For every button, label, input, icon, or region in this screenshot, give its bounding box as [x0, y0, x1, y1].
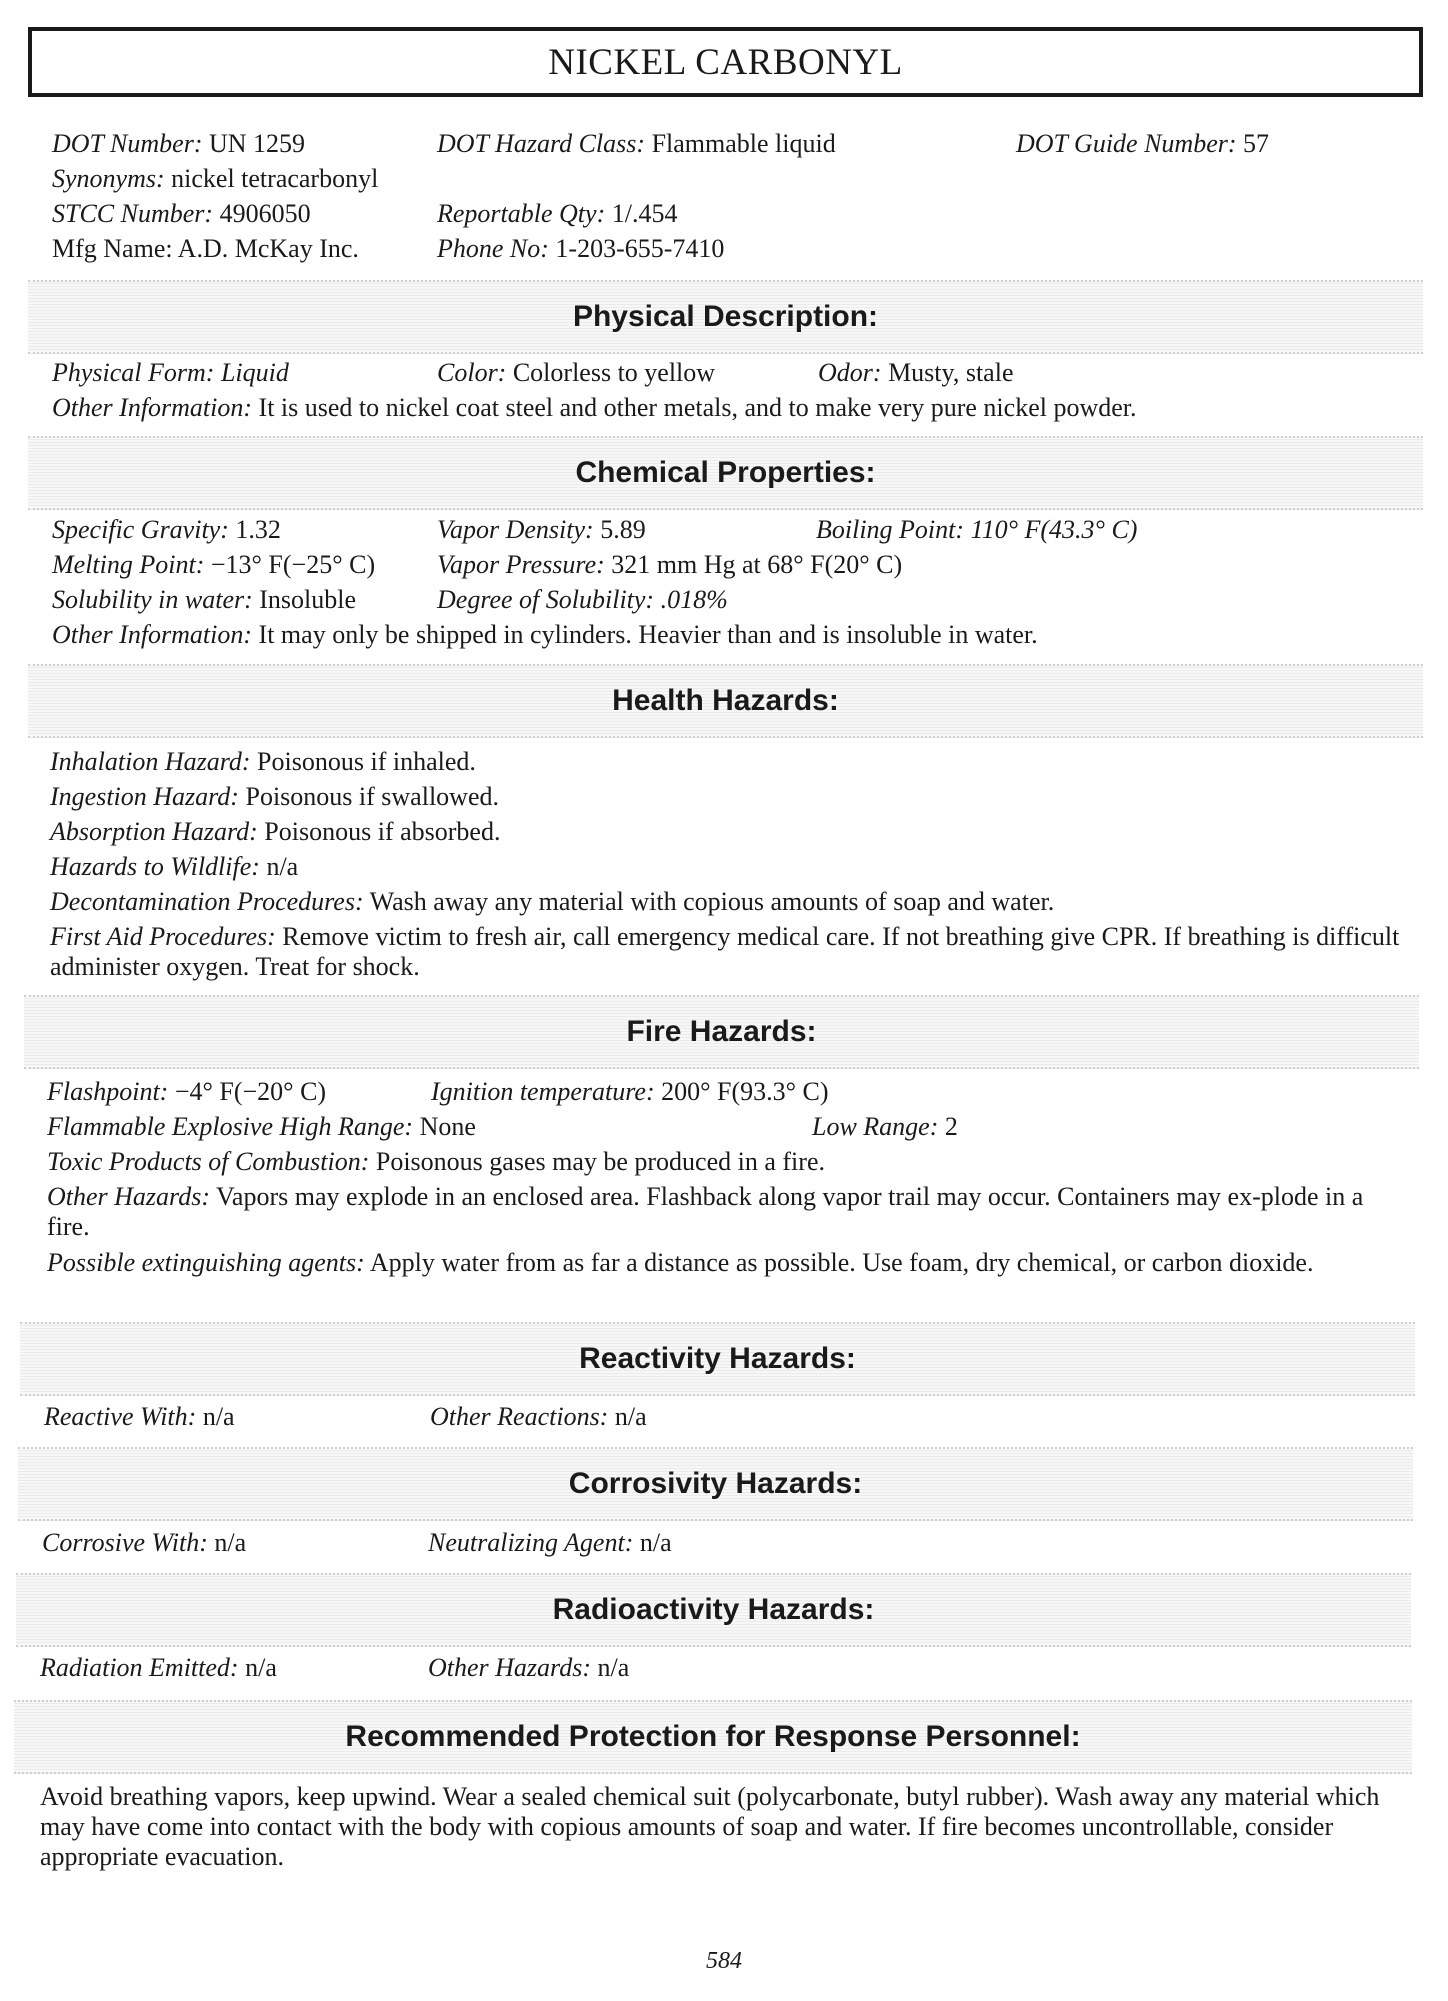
decontamination-label: Decontamination Procedures:	[50, 887, 364, 916]
odor	[818, 357, 1013, 389]
boiling-point	[816, 514, 1137, 546]
title-box	[28, 27, 1423, 97]
melting-point-label: Melting Point:	[52, 550, 205, 579]
flashpoint	[47, 1076, 326, 1108]
solubility-value: Insoluble	[259, 585, 357, 614]
wildlife-label: Hazards to Wildlife:	[50, 852, 260, 881]
section-heading-protection: Recommended Protection for Response Personnel:	[345, 1720, 1081, 1753]
melting-point-value: −13° F(−25° C)	[210, 550, 376, 579]
reactive-with	[44, 1401, 235, 1433]
synonyms-label: Synonyms:	[52, 164, 165, 193]
radioactivity-other-hazards	[428, 1652, 629, 1684]
flammable-high-range	[47, 1111, 476, 1143]
section-heading-fire: Fire Hazards:	[626, 1015, 817, 1048]
section-heading-health: Health Hazards:	[612, 684, 839, 717]
boiling-point-label: Boiling Point:	[816, 515, 965, 544]
section-heading-physical: Physical Description:	[572, 300, 879, 333]
vapor-density-value: 5.89	[600, 515, 646, 544]
mfg-label: Mfg Name:	[52, 234, 173, 263]
vapor-pressure-label: Vapor Pressure:	[437, 550, 605, 579]
corrosive-with-value: n/a	[214, 1528, 247, 1557]
fire-other-hazards	[47, 1182, 1412, 1242]
dot-number	[52, 128, 305, 160]
dot-number-value: UN 1259	[208, 129, 306, 158]
page-number: 584	[706, 1948, 742, 1974]
degree-of-solubility-label: Degree of Solubility:	[437, 585, 655, 614]
stcc-value: 4906050	[219, 199, 311, 228]
mfg-name	[52, 233, 359, 265]
first-aid-label: First Aid Procedures:	[50, 922, 276, 951]
section-band-reactivity	[20, 1322, 1415, 1396]
physical-other-label: Other Information:	[52, 393, 253, 422]
vapor-density-label: Vapor Density:	[437, 515, 594, 544]
radioactivity-other-label: Other Hazards:	[428, 1653, 591, 1682]
corrosive-with	[42, 1527, 246, 1559]
color	[437, 357, 715, 389]
odor-value: Musty, stale	[888, 358, 1014, 387]
toxic-value: Poisonous gases may be produced in a fire.	[375, 1147, 825, 1176]
dot-hazard-class	[437, 128, 836, 160]
absorption-label: Absorption Hazard:	[50, 817, 258, 846]
synonyms-value: nickel tetracarbonyl	[171, 164, 379, 193]
flashpoint-label: Flashpoint:	[47, 1077, 169, 1106]
physical-form-label: Physical Form:	[52, 358, 215, 387]
chemical-other-label: Other Information:	[52, 620, 253, 649]
corrosive-with-label: Corrosive With:	[42, 1528, 208, 1557]
reportable-value: 1/.454	[611, 199, 678, 228]
first-aid-procedures	[50, 922, 1410, 982]
low-range-value: 2	[944, 1112, 958, 1141]
radiation-emitted-value: n/a	[245, 1653, 277, 1682]
inhalation-hazard	[50, 746, 476, 778]
boiling-point-value: 110° F(43.3° C)	[970, 515, 1138, 544]
phone-number	[437, 233, 724, 265]
synonyms	[52, 163, 378, 195]
stcc-number	[52, 198, 311, 230]
reactive-with-value: n/a	[202, 1402, 235, 1431]
hazards-to-wildlife	[50, 851, 298, 883]
degree-of-solubility	[437, 584, 728, 616]
wildlife-value: n/a	[266, 852, 299, 881]
stcc-label: STCC Number:	[52, 199, 214, 228]
section-band-radioactivity	[16, 1573, 1411, 1647]
degree-of-solubility-value: .018%	[660, 585, 728, 614]
chemical-other-value: It may only be shipped in cylinders. Heavier than and is insoluble in water.	[258, 620, 1038, 649]
color-value: Colorless to yellow	[512, 358, 716, 387]
toxic-label: Toxic Products of Combustion:	[47, 1147, 370, 1176]
section-band-protection	[14, 1700, 1412, 1774]
vapor-density	[437, 514, 646, 546]
ingestion-hazard	[50, 781, 499, 813]
high-range-label: Flammable Explosive High Range:	[47, 1112, 414, 1141]
solubility-label: Solubility in water:	[52, 585, 253, 614]
section-band-physical	[28, 280, 1423, 354]
ingestion-label: Ingestion Hazard:	[50, 782, 239, 811]
section-heading-chemical: Chemical Properties:	[575, 456, 876, 489]
radiation-emitted	[40, 1652, 277, 1684]
other-reactions-label: Other Reactions:	[430, 1402, 609, 1431]
physical-other-info	[52, 392, 1137, 424]
physical-form-value: Liquid	[220, 358, 289, 387]
decontamination-procedures	[50, 886, 1054, 918]
phone-value: 1-203-655-7410	[555, 234, 725, 263]
fire-other-label: Other Hazards:	[47, 1182, 210, 1211]
specific-gravity-value: 1.32	[235, 515, 281, 544]
fire-other-value: Vapors may explode in an enclosed area. Flashback along vapor trail may occur. Containers may ex-plode in a fire.	[47, 1182, 1364, 1241]
ingestion-value: Poisonous if swallowed.	[245, 782, 499, 811]
decontamination-value: Wash away any material with copious amounts of soap and water.	[369, 887, 1055, 916]
section-heading-radioactivity: Radioactivity Hazards:	[552, 1593, 875, 1626]
extinguishing-agents	[47, 1248, 1387, 1278]
dot-guide-number	[1016, 128, 1269, 160]
hazard-class-label: DOT Hazard Class:	[437, 129, 646, 158]
section-heading-reactivity: Reactivity Hazards:	[579, 1342, 856, 1375]
odor-label: Odor:	[818, 358, 882, 387]
vapor-pressure	[437, 549, 902, 581]
other-reactions-value: n/a	[614, 1402, 647, 1431]
neutralizing-agent-label: Neutralizing Agent:	[428, 1528, 634, 1557]
inhalation-label: Inhalation Hazard:	[50, 747, 251, 776]
section-band-fire	[24, 995, 1419, 1069]
dot-number-label: DOT Number:	[52, 129, 203, 158]
section-heading-corrosivity: Corrosivity Hazards:	[568, 1467, 863, 1500]
radiation-emitted-label: Radiation Emitted:	[40, 1653, 239, 1682]
physical-form	[52, 357, 289, 389]
section-band-chemical	[28, 436, 1423, 510]
specific-gravity-label: Specific Gravity:	[52, 515, 229, 544]
reactive-with-label: Reactive With:	[44, 1402, 197, 1431]
physical-other-value: It is used to nickel coat steel and other metals, and to make very pure nickel powder.	[258, 393, 1137, 422]
toxic-products	[47, 1146, 825, 1178]
phone-label: Phone No:	[437, 234, 549, 263]
protection-text: Avoid breathing vapors, keep upwind. Wear a sealed chemical suit (polycarbonate, butyl rubber). Wash away any material which may have come into contact with the body with copious amounts of soap and water. If fire becomes uncontrollable, consider appropriate evacuation.	[40, 1782, 1380, 1871]
ignition-label: Ignition temperature:	[431, 1077, 655, 1106]
flashpoint-value: −4° F(−20° C)	[174, 1077, 327, 1106]
ignition-value: 200° F(93.3° C)	[661, 1077, 829, 1106]
section-band-corrosivity	[18, 1447, 1413, 1521]
reportable-qty	[437, 198, 677, 230]
melting-point	[52, 549, 375, 581]
extinguishing-label: Possible extinguishing agents:	[47, 1248, 365, 1277]
mfg-value: A.D. McKay Inc.	[177, 234, 359, 263]
low-range-label: Low Range:	[812, 1112, 939, 1141]
high-range-value: None	[419, 1112, 476, 1141]
absorption-hazard	[50, 816, 500, 848]
specific-gravity	[52, 514, 281, 546]
hazard-class-value: Flammable liquid	[651, 129, 836, 158]
chemical-other-info	[52, 619, 1038, 651]
other-reactions	[430, 1401, 647, 1433]
neutralizing-agent-value: n/a	[639, 1528, 672, 1557]
absorption-value: Poisonous if absorbed.	[264, 817, 501, 846]
section-band-health	[28, 664, 1423, 738]
neutralizing-agent	[428, 1527, 672, 1559]
color-label: Color:	[437, 358, 507, 387]
page-title: NICKEL CARBONYL	[548, 41, 903, 83]
reportable-label: Reportable Qty:	[437, 199, 606, 228]
guide-value: 57	[1243, 129, 1270, 158]
inhalation-value: Poisonous if inhaled.	[257, 747, 476, 776]
guide-label: DOT Guide Number:	[1016, 129, 1237, 158]
extinguishing-value: Apply water from as far a distance as possible. Use foam, dry chemical, or carbon dioxide.	[369, 1248, 1314, 1277]
vapor-pressure-value: 321 mm Hg at 68° F(20° C)	[611, 550, 903, 579]
solubility-in-water	[52, 584, 356, 616]
radioactivity-other-value: n/a	[597, 1653, 630, 1682]
ignition-temperature	[431, 1076, 829, 1108]
flammable-low-range	[812, 1111, 958, 1143]
first-aid-value: Remove victim to fresh air, call emergency medical care. If not breathing give CPR. If breathing is difficult administer oxygen. Treat for shock.	[50, 922, 1400, 981]
